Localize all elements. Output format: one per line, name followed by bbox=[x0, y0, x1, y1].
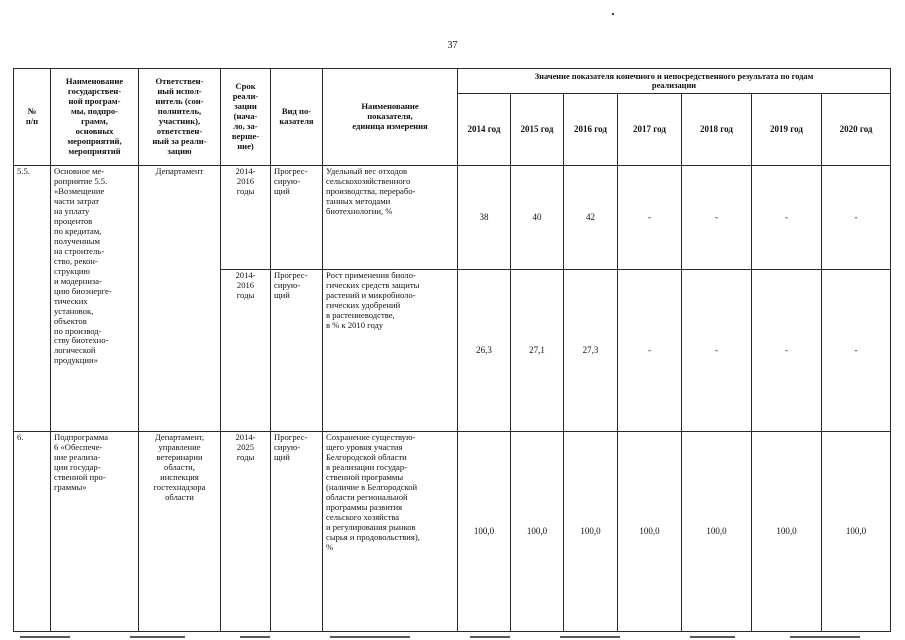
row-value: 38 bbox=[458, 166, 511, 270]
header-years-group: Значение показателя конечного и непосредственного результата по годам реализации bbox=[458, 69, 891, 94]
row-value: 100,0 bbox=[458, 432, 511, 632]
row-value: 100,0 bbox=[682, 432, 752, 632]
row-value: 42 bbox=[564, 166, 618, 270]
row-value: - bbox=[682, 166, 752, 270]
row-num: 5.5. bbox=[14, 166, 51, 432]
row-responsible: Департамент, управление ветеринарии области, инспекция гостехнадзора области bbox=[139, 432, 221, 632]
scan-edge-mark bbox=[330, 636, 410, 638]
row-value: 100,0 bbox=[564, 432, 618, 632]
header-year: 2016 год bbox=[564, 94, 618, 166]
row-value: 100,0 bbox=[822, 432, 891, 632]
row-indicator-name: Рост применения биоло- гических средств защиты растений и микробиоло- гических удобрений в растениеводстве, в % к 2010 году bbox=[323, 270, 458, 432]
header-year: 2015 год bbox=[511, 94, 564, 166]
row-indicator-type: Прогрес- сирую- щий bbox=[271, 432, 323, 632]
indicator-table bbox=[13, 68, 891, 632]
row-indicator-name: Удельный вес отходов сельскохозяйственного производства, перерабо- танных методами биотехнологии, % bbox=[323, 166, 458, 270]
header-year: 2014 год bbox=[458, 94, 511, 166]
scan-edge-mark bbox=[790, 636, 860, 638]
scan-edge-mark bbox=[20, 636, 70, 638]
header-num: № п/п bbox=[14, 69, 51, 166]
row-value: - bbox=[822, 166, 891, 270]
row-term: 2014- 2016 годы bbox=[221, 166, 271, 270]
row-value: - bbox=[752, 270, 822, 432]
header-year: 2017 год bbox=[618, 94, 682, 166]
row-indicator-type: Прогрес- сирую- щий bbox=[271, 270, 323, 432]
scan-edge-mark bbox=[240, 636, 270, 638]
header-indicator-type: Вид по- казателя bbox=[271, 69, 323, 166]
table-row bbox=[14, 432, 891, 632]
page-number: 37 bbox=[447, 40, 458, 51]
header-year: 2019 год bbox=[752, 94, 822, 166]
row-value: 100,0 bbox=[752, 432, 822, 632]
row-responsible: Департамент bbox=[139, 166, 221, 432]
row-program-name: Основное ме- роприятие 5.5. «Возмещение части затрат на уплату процентов по кредитам, полученным на строитель- ство, рекон- струкцию и модерниза- цию биоэнерге- тических установок, объектов по производ- ству биотехно- логической продукции» bbox=[51, 166, 139, 432]
row-value: - bbox=[752, 166, 822, 270]
scan-edge-mark bbox=[560, 636, 620, 638]
row-term: 2014- 2016 годы bbox=[221, 270, 271, 432]
row-value: 40 bbox=[511, 166, 564, 270]
row-value: - bbox=[618, 166, 682, 270]
row-value: - bbox=[822, 270, 891, 432]
row-value: 27,1 bbox=[511, 270, 564, 432]
scan-speck bbox=[612, 13, 614, 15]
scan-edge-mark bbox=[690, 636, 735, 638]
header-responsible: Ответствен- ный испол- нитель (сои- полнитель, участник), ответствен- ный за реали- зацию bbox=[139, 69, 221, 166]
header-program-name: Наименование государствен- ной програм- мы, подпро- грамм, основных мероприятий, мероприятий bbox=[51, 69, 139, 166]
header-indicator-name: Наименование показателя, единица измерения bbox=[323, 69, 458, 166]
header-row bbox=[14, 69, 891, 94]
row-num: 6. bbox=[14, 432, 51, 632]
row-term: 2014- 2025 годы bbox=[221, 432, 271, 632]
scan-edge-mark bbox=[470, 636, 510, 638]
row-value: 100,0 bbox=[511, 432, 564, 632]
row-indicator-name: Сохранение существую- щего уровня участия Белгородской области в реализации государ- ственной программы (наличие в Белгородской области региональной программы развития сельского хозяйства и регулирования рынков сырья и продовольствия), % bbox=[323, 432, 458, 632]
row-value: 27,3 bbox=[564, 270, 618, 432]
scan-edge-mark bbox=[130, 636, 185, 638]
table-row bbox=[14, 166, 891, 270]
row-program-name: Подпрограмма 6 «Обеспече- ние реализа- ции государ- ственной про- граммы» bbox=[51, 432, 139, 632]
row-value: 100,0 bbox=[618, 432, 682, 632]
row-indicator-type: Прогрес- сирую- щий bbox=[271, 166, 323, 270]
header-year: 2018 год bbox=[682, 94, 752, 166]
row-value: - bbox=[682, 270, 752, 432]
header-term: Срок реали- зации (нача- ло, за- верше- ние) bbox=[221, 69, 271, 166]
row-value: - bbox=[618, 270, 682, 432]
row-value: 26,3 bbox=[458, 270, 511, 432]
header-year: 2020 год bbox=[822, 94, 891, 166]
